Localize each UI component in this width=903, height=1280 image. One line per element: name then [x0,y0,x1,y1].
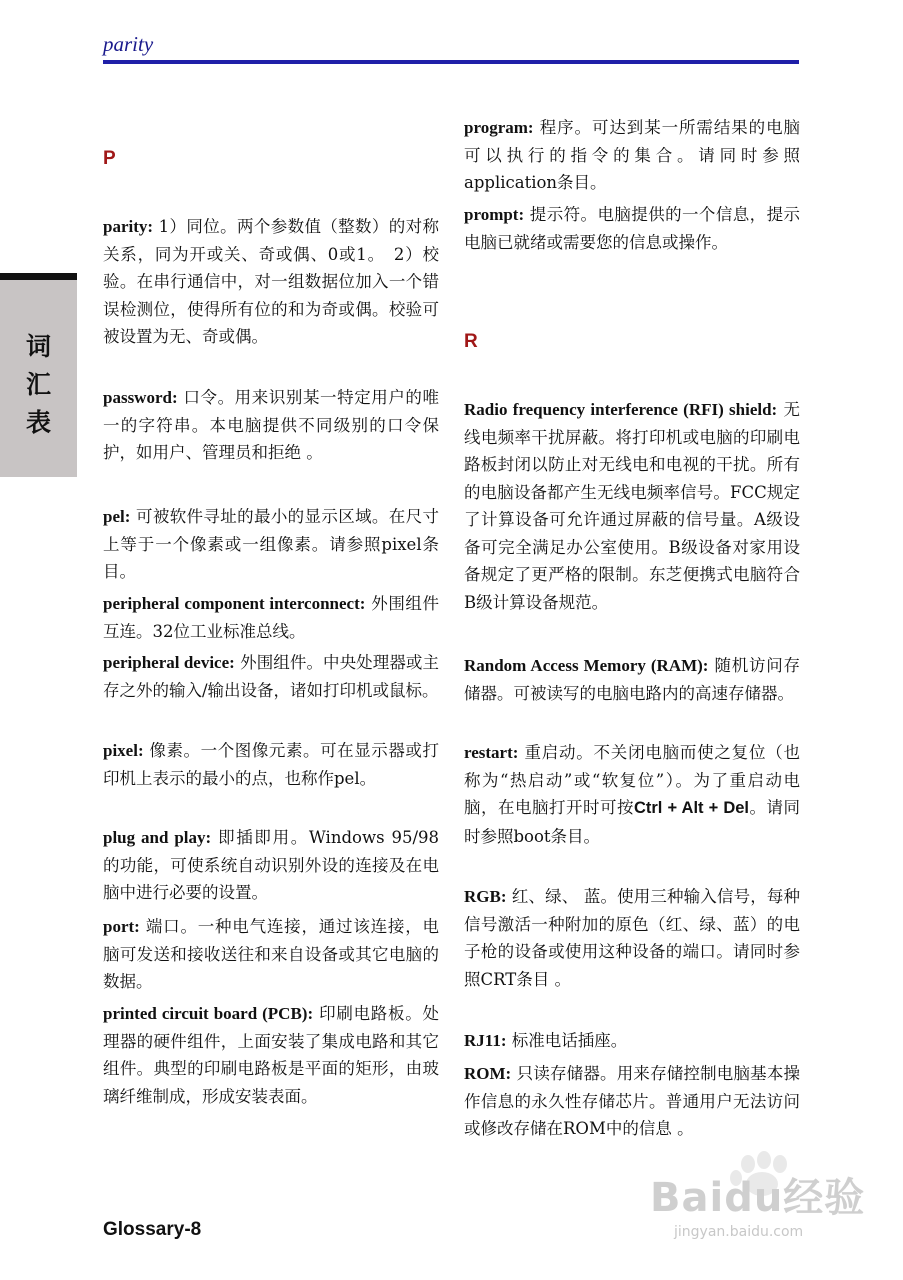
entry-definition-tail: 。请同时参照boot条目。 [464,798,800,846]
glossary-entry [464,883,800,993]
entry-definition: 像素。一个图像元素。可在显示器或打印机上表示的最小的点，也称作pel。 [103,741,439,788]
glossary-entry [464,1060,800,1143]
glossary-entry [103,737,439,792]
glossary-side-tab [0,273,77,477]
glossary-entry [103,503,439,586]
entry-definition: 标准电话插座。 [506,1031,628,1050]
entry-term: password: [103,388,178,407]
section-letter-r: R [464,331,478,352]
entry-definition: 口令。用来识别某一特定用户的唯一的字符串。本电脑提供不同级别的口令保护，如用户、管理员和拒绝 。 [103,388,439,462]
glossary-entry [103,824,439,907]
entry-term: ROM: [464,1064,512,1083]
entry-definition: 程序。可达到某一所需结果的电脑可以执行的指令的集合。请同时参照application条目。 [464,118,800,192]
side-tab-char: 表 [25,408,51,437]
header-rule [103,60,799,64]
entry-definition: 外围组件。中央处理器或主存之外的输入/输出设备，诸如打印机或鼠标。 [103,653,439,700]
entry-term: plug and play: [103,828,212,847]
entry-definition: 红、绿、 蓝。使用三种输入信号，每种信号激活一种附加的原色（红、绿、蓝）的电子枪的设备或使用这种设备的端口。请同时参照CRT条目 。 [464,887,800,989]
entry-term: pel: [103,507,131,526]
entry-term: program: [464,118,534,137]
glossary-entry [464,739,800,850]
entry-term: peripheral component interconnect: [103,594,366,613]
page-footer: Glossary-8 [103,1219,202,1240]
entry-definition: 只读存储器。用来存储控制电脑基本操作信息的永久性存储芯片。普通用户无法访问或修改存储在ROM中的信息 。 [464,1064,800,1138]
glossary-entry [103,913,439,996]
side-tab-char: 词 [25,332,51,361]
entry-definition: 无线电频率干扰屏蔽。将打印机或电脑的印刷电路板封闭以防止对无线电和电视的干扰。所有的电脑设备都产生无线电频率信号。FCC规定了计算设备可允许通过屏蔽的信号量。A级设备可完全满足办公室使用。B级设备对家用设备规定了更严格的限制。东芝便携式电脑符合B级计算设备规范。 [464,400,800,612]
entry-term: restart: [464,743,519,762]
entry-term: port: [103,917,140,936]
glossary-entry [464,396,800,616]
entry-definition: 1）同位。两个参数值（整数）的对称关系，同为开或关、奇或偶、0或1。 2）校验。在串行通信中，对一组数据位加入一个错误检测位，使得所有位的和为奇或偶。校验可被设置为无、奇或偶。 [103,217,439,346]
glossary-entry [103,1000,439,1110]
entry-definition: 印刷电路板。处理器的硬件组件，上面安装了集成电路和其它组件。典型的印刷电路板是平面的矩形，由玻璃纤维制成，形成安装表面。 [103,1004,439,1106]
glossary-entry [464,652,800,707]
watermark-url: jingyan.baidu.com [674,1224,804,1240]
entry-term: Radio frequency interference (RFI) shield: [464,400,778,419]
entry-definition: 提示符。电脑提供的一个信息，提示电脑已就绪或需要您的信息或操作。 [464,205,800,252]
glossary-entry [464,1027,800,1055]
section-letter-p: P [103,148,116,169]
entry-definition: 即插即用。Windows 95/98的功能，可使系统自动识别外设的连接及在电脑中进行必要的设置。 [103,828,439,902]
watermark-brand: Baidu经验 [650,1175,866,1221]
entry-definition: 端口。一种电气连接，通过该连接，电脑可发送和接收送往和来自设备或其它电脑的数据。 [103,917,439,991]
entry-term: prompt: [464,205,525,224]
entry-term: peripheral device: [103,653,235,672]
entry-term: Random Access Memory (RAM): [464,656,709,675]
entry-term: RJ11: [464,1031,507,1050]
entry-definition: 随机访问存储器。可被读写的电脑电路内的高速存储器。 [464,656,801,703]
entry-term: printed circuit board (PCB): [103,1004,314,1023]
glossary-entry [103,649,439,704]
entry-term: parity: [103,217,154,236]
key-combination: Ctrl + Alt + Del [633,799,750,817]
entry-definition: 可被软件寻址的最小的显示区域。在尺寸上等于一个像素或一组像素。请参照pixel条目。 [103,507,439,581]
entry-term: pixel: [103,741,144,760]
glossary-entry [103,590,439,645]
glossary-entry [103,213,439,351]
entry-term: RGB: [464,887,507,906]
running-head: parity [103,32,154,56]
glossary-entry [464,114,800,197]
entry-definition: 外围组件互连。32位工业标准总线。 [103,594,439,641]
glossary-entry [103,384,439,467]
entry-definition: 重启动。不关闭电脑而使之复位（也称为“热启动”或“软复位”）。为了重启动电脑，在电脑打开时可按 [464,743,800,817]
glossary-entry [464,201,800,256]
side-tab-char: 汇 [25,370,51,399]
